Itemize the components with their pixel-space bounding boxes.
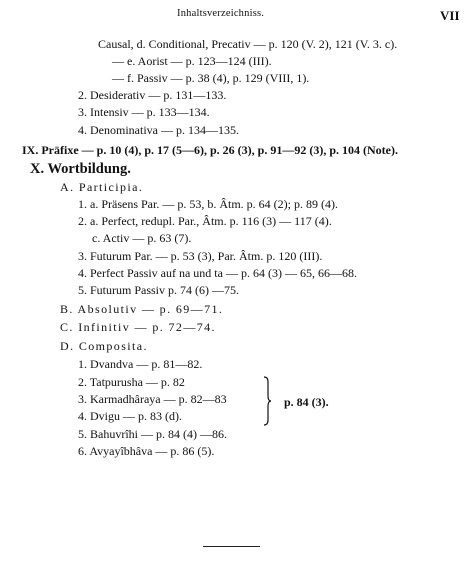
toc-line: 5. Bahuvrîhi — p. 84 (4) —86. — [78, 427, 227, 441]
toc-line: 1. Dvandva — p. 81—82. — [78, 357, 203, 371]
toc-line: 4. Perfect Passiv auf na und ta — p. 64 (3) — 65, 66—68. — [78, 266, 357, 280]
toc-line: Causal, d. Conditional, Precativ — p. 120 (V. 2), 121 (V. 3. c). — [98, 37, 398, 51]
toc-line: — f. Passiv — p. 38 (4), p. 129 (VIII, 1). — [112, 71, 310, 85]
toc-line: 3. Karmadhâraya — p. 82—83 — [78, 392, 227, 406]
toc-subheading: A. Participia. — [60, 180, 144, 194]
toc-section-heading: IX. Präfixe — p. 10 (4), p. 17 (5—6), p. 26 (3), p. 91—92 (3), p. 104 (Note). — [22, 143, 398, 157]
brace-note: p. 84 (3). — [284, 395, 329, 409]
running-head: Inhaltsverzeichniss. — [177, 8, 265, 19]
toc-line: 5. Futurum Passiv p. 74 (6) —75. — [78, 283, 240, 297]
toc-line: 3. Intensiv — p. 133—134. — [78, 105, 210, 119]
toc-line: 4. Denominativa — p. 134—135. — [78, 123, 239, 137]
page-number: VII — [440, 8, 460, 23]
toc-subheading: D. Composita. — [60, 339, 148, 353]
toc-line: 3. Futurum Par. — p. 53 (3), Par. Âtm. p. 120 (III). — [78, 249, 323, 263]
toc-line: 1. a. Präsens Par. — p. 53, b. Âtm. p. 64 (2); p. 89 (4). — [78, 197, 338, 211]
curly-brace-icon — [263, 376, 272, 426]
toc-section-heading: X. Wortbildung. — [30, 161, 131, 177]
toc-line: 6. Avyayîbhâva — p. 86 (5). — [78, 444, 215, 458]
toc-line: 2. Tatpurusha — p. 82 — [78, 375, 185, 389]
toc-line: — e. Aorist — p. 123—124 (III). — [112, 54, 272, 68]
toc-subheading: B. Absolutiv — p. 69—71. — [60, 302, 224, 316]
toc-line: 2. Desiderativ — p. 131—133. — [78, 88, 227, 102]
toc-line: c. Activ — p. 63 (7). — [92, 231, 192, 245]
toc-line: 2. a. Perfect, redupl. Par., Âtm. p. 116 (3) — 117 (4). — [78, 214, 332, 228]
toc-subheading: C. Infinitiv — p. 72—74. — [60, 320, 216, 334]
toc-line: 4. Dvigu — p. 83 (d). — [78, 409, 182, 423]
footer-rule — [203, 546, 260, 547]
